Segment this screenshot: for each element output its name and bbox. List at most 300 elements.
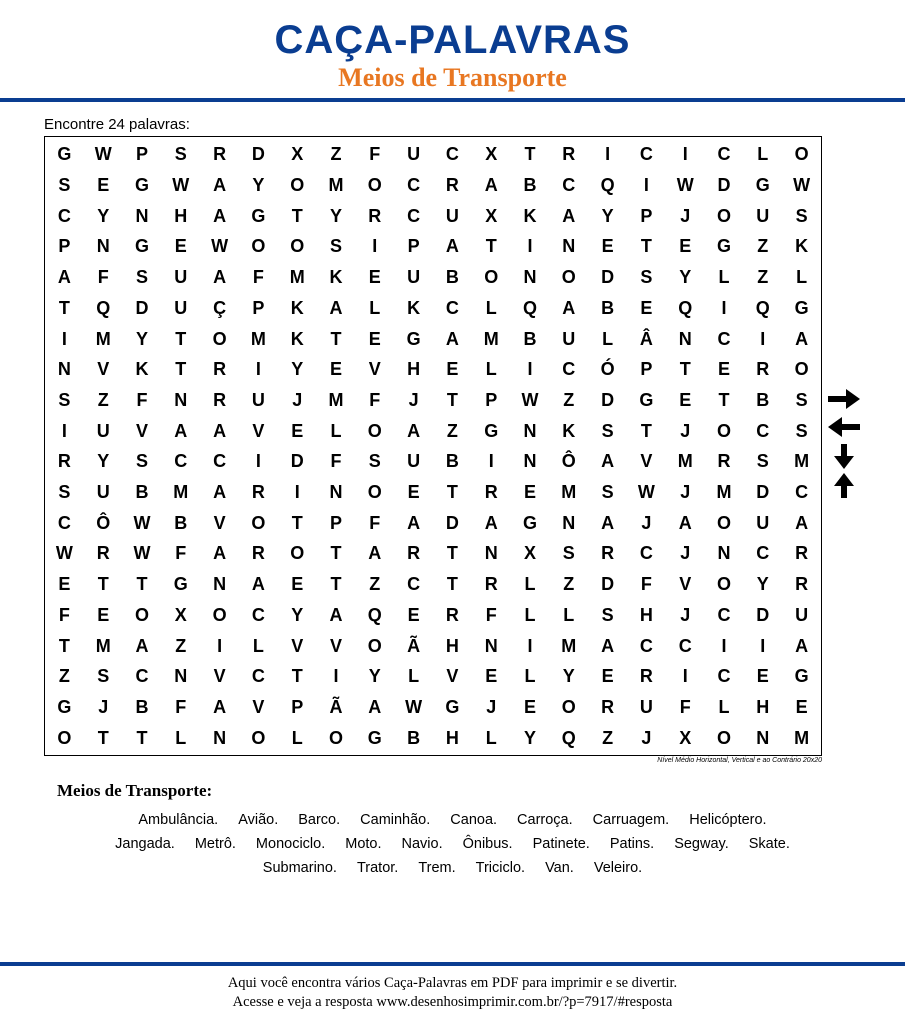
grid-letter: U (174, 267, 188, 288)
grid-letter: N (756, 727, 770, 748)
grid-letter: J (680, 420, 691, 441)
grid-letter: C (717, 328, 731, 349)
grid-letter: D (601, 389, 615, 410)
grid-letter: A (174, 420, 188, 441)
grid-letter: N (484, 635, 498, 656)
grid-letter: Z (563, 574, 575, 595)
grid-letter: F (485, 604, 497, 625)
grid-letter: R (601, 543, 615, 564)
grid-letter: E (368, 328, 381, 349)
grid-letter: G (484, 420, 499, 441)
grid-letter: R (368, 205, 382, 226)
grid-letter: E (97, 175, 110, 196)
word-list-item: Jangada. (115, 836, 175, 852)
grid-letter: T (485, 236, 497, 257)
grid-letter: F (175, 696, 187, 717)
grid-letter: J (680, 543, 691, 564)
grid-letter: Ã (329, 696, 343, 717)
grid-letter: H (445, 727, 459, 748)
grid-letter: A (213, 696, 227, 717)
grid-letter: I (488, 451, 494, 472)
grid-letter: C (795, 482, 809, 503)
grid-letter: A (562, 297, 576, 318)
grid-letter: V (446, 666, 459, 687)
grid-letter: H (639, 604, 653, 625)
grid-letter: C (251, 604, 265, 625)
grid-letter: O (290, 236, 305, 257)
grid-letter: B (135, 482, 149, 503)
grid-letter: J (98, 696, 109, 717)
grid-letter: M (250, 328, 266, 349)
grid-letter: O (290, 175, 305, 196)
grid-letter: C (639, 543, 653, 564)
grid-letter: R (213, 144, 227, 165)
grid-letter: T (524, 144, 536, 165)
word-list-item: Triciclo. (475, 860, 526, 876)
grid-letter: Y (756, 574, 769, 595)
grid-letter: O (794, 144, 809, 165)
grid-letter: G (406, 328, 421, 349)
grid-letter: L (796, 267, 808, 288)
grid-letter: W (676, 175, 694, 196)
grid-letter: L (252, 635, 264, 656)
grid-letter: F (252, 267, 264, 288)
grid-letter: C (57, 512, 71, 533)
grid-letter: E (679, 389, 692, 410)
arrow-up-icon (826, 472, 862, 498)
grid-letter: R (639, 666, 653, 687)
grid-letter: S (795, 205, 808, 226)
grid-letter: Z (602, 727, 614, 748)
grid-letter: A (213, 420, 227, 441)
grid-letter: E (329, 359, 342, 380)
grid-letter: M (95, 635, 111, 656)
grid-letter: V (368, 359, 381, 380)
grid-letter: O (367, 420, 382, 441)
grid-letter: S (97, 666, 110, 687)
grid-letter: M (95, 328, 111, 349)
grid-letter: M (677, 451, 693, 472)
word-list-item: Carroça. (517, 812, 573, 828)
grid-letter: I (643, 175, 649, 196)
header-divider (0, 98, 905, 102)
grid-letter: R (407, 543, 421, 564)
grid-letter: G (445, 696, 460, 717)
grid-letter: W (521, 389, 539, 410)
grid-letter: I (527, 236, 533, 257)
grid-letter: W (94, 144, 112, 165)
grid-letter: O (290, 543, 305, 564)
grid-letter: T (136, 727, 148, 748)
grid-letter: E (601, 666, 614, 687)
grid-letter: C (717, 666, 731, 687)
grid-letter: S (174, 144, 187, 165)
grid-letter: C (407, 175, 421, 196)
grid-letter: H (445, 635, 459, 656)
grid-letter: I (721, 635, 727, 656)
grid-letter: O (212, 604, 227, 625)
footer-line-1: Aqui você encontra vários Caça-Palavras em PDF para imprimir e se divertir. (227, 975, 678, 991)
grid-letter: C (678, 635, 692, 656)
grid-letter: R (251, 482, 265, 503)
grid-letter: R (445, 175, 459, 196)
grid-letter: S (58, 482, 71, 503)
grid-letter: Y (291, 604, 304, 625)
grid-letter: I (333, 666, 339, 687)
grid-letter: R (562, 144, 576, 165)
grid-letter: E (407, 604, 420, 625)
grid-letter: J (486, 696, 497, 717)
grid-letter: X (679, 727, 692, 748)
grid-letter: B (407, 727, 421, 748)
grid-letter: S (756, 451, 769, 472)
grid-letter: D (601, 267, 615, 288)
grid-letter: P (640, 205, 653, 226)
grid-letter: R (57, 451, 71, 472)
grid-letter: N (523, 451, 537, 472)
grid-letter: C (174, 451, 188, 472)
grid-letter: L (485, 727, 497, 748)
grid-letter: R (213, 359, 227, 380)
grid-letter: E (795, 696, 808, 717)
grid-letter: C (639, 635, 653, 656)
grid-letter: Â (639, 328, 653, 349)
grid-letter: E (601, 236, 614, 257)
grid-letter: S (368, 451, 381, 472)
grid-letter: O (794, 359, 809, 380)
grid-letter: Ã (407, 635, 421, 656)
grid-letter: C (756, 420, 770, 441)
grid-letter: Q (755, 297, 770, 318)
grid-letter: L (524, 604, 536, 625)
grid-letter: W (55, 543, 73, 564)
grid-letter: S (795, 420, 808, 441)
grid-letter: C (445, 144, 459, 165)
grid-letter: T (175, 328, 187, 349)
grid-letter: E (446, 359, 459, 380)
grid-letter: O (367, 482, 382, 503)
grid-letter: C (57, 205, 71, 226)
grid-letter: K (329, 267, 343, 288)
grid-letter: L (718, 267, 730, 288)
letter-grid (44, 136, 822, 756)
grid-letter: Q (522, 297, 537, 318)
grid-letter: E (756, 666, 769, 687)
grid-letter: Q (600, 175, 615, 196)
grid-letter: A (368, 696, 382, 717)
grid-letter: R (251, 543, 265, 564)
grid-letter: E (679, 236, 692, 257)
grid-letter: F (330, 451, 342, 472)
grid-letter: C (639, 144, 653, 165)
grid-letter: M (794, 727, 810, 748)
grid-letter: A (601, 451, 615, 472)
grid-letter: L (563, 604, 575, 625)
grid-letter: M (328, 389, 344, 410)
grid-letter: N (213, 574, 227, 595)
grid-letter: B (445, 451, 459, 472)
grid-letter: A (368, 543, 382, 564)
grid-letter: Y (291, 359, 304, 380)
grid-letter: R (96, 543, 110, 564)
word-list-item: Veleiro. (593, 860, 643, 876)
grid-letter: E (368, 267, 381, 288)
grid-letter: G (755, 175, 770, 196)
grid-letter: S (562, 543, 575, 564)
grid-letter: W (133, 512, 151, 533)
grid-letter: W (637, 482, 655, 503)
grid-letter: A (795, 512, 809, 533)
word-list-item: Monociclo. (255, 836, 326, 852)
grid-letter: A (407, 420, 421, 441)
grid-letter: C (407, 574, 421, 595)
grid-letter: E (523, 696, 536, 717)
grid-letter: P (485, 389, 498, 410)
grid-letter: V (252, 696, 265, 717)
grid-letter: M (716, 482, 732, 503)
word-list-item: Skate. (748, 836, 790, 852)
grid-letter: N (135, 205, 149, 226)
grid-letter: A (329, 604, 343, 625)
grid-letter: Y (368, 666, 381, 687)
grid-letter: A (57, 267, 71, 288)
grid-letter: N (174, 389, 188, 410)
grid-letter: T (291, 666, 303, 687)
grid-letter: V (640, 451, 653, 472)
grid-letter: B (135, 696, 149, 717)
grid-letter: F (679, 696, 691, 717)
grid-letter: L (330, 420, 342, 441)
grid-letter: R (445, 604, 459, 625)
grid-letter: B (756, 389, 770, 410)
grid-letter: Q (96, 297, 111, 318)
grid-letter: E (174, 236, 187, 257)
grid-letter: O (484, 267, 499, 288)
grid-letter: E (485, 666, 498, 687)
grid-letter: S (58, 389, 71, 410)
grid-letter: N (523, 420, 537, 441)
grid-letter: A (213, 205, 227, 226)
grid-letter: S (135, 451, 148, 472)
grid-letter: E (523, 482, 536, 503)
footer-line-2: Acesse e veja a resposta www.desenhosimprimir.com.br/?p=7917/#resposta (232, 994, 673, 1010)
grid-letter: A (795, 635, 809, 656)
grid-letter: V (291, 635, 304, 656)
grid-letter: U (639, 696, 653, 717)
grid-letter: W (133, 543, 151, 564)
grid-letter: D (290, 451, 304, 472)
grid-letter: Z (97, 389, 109, 410)
grid-letter: S (640, 267, 653, 288)
grid-letter: Y (679, 267, 692, 288)
grid-letter: A (562, 205, 576, 226)
grid-letter: N (329, 482, 343, 503)
word-list-item: Trem. (418, 860, 456, 876)
grid-letter: G (173, 574, 188, 595)
grid-letter: C (251, 666, 265, 687)
grid-letter: Z (175, 635, 187, 656)
grid-letter: I (255, 451, 261, 472)
word-list-item: Segway. (674, 836, 729, 852)
grid-letter: T (58, 297, 70, 318)
word-list-row (40, 808, 865, 832)
grid-letter: P (640, 359, 653, 380)
grid-letter: H (407, 359, 421, 380)
grid-letter: A (213, 482, 227, 503)
grid-letter: N (678, 328, 692, 349)
grid-letter: E (97, 604, 110, 625)
grid-letter: O (328, 727, 343, 748)
word-list-item: Ambulância. (138, 812, 219, 828)
grid-letter: U (96, 482, 110, 503)
grid-letter: U (251, 389, 265, 410)
word-list-item: Caminhão. (360, 812, 431, 828)
grid-letter: H (756, 696, 770, 717)
grid-letter: X (523, 543, 536, 564)
grid-letter: D (445, 512, 459, 533)
grid-letter: F (369, 389, 381, 410)
grid-letter: F (369, 512, 381, 533)
grid-letter: O (716, 205, 731, 226)
grid-letter: N (562, 236, 576, 257)
grid-letter: X (485, 144, 498, 165)
grid-letter: A (484, 512, 498, 533)
grid-letter: R (717, 451, 731, 472)
grid-letter: I (760, 328, 766, 349)
grid-letter: T (446, 574, 458, 595)
grid-letter: L (757, 144, 769, 165)
grid-letter: A (795, 328, 809, 349)
page-title: CAÇA-PALAVRAS (274, 18, 631, 62)
grid-letter: L (369, 297, 381, 318)
grid-letter: J (641, 727, 652, 748)
grid-letter: C (717, 144, 731, 165)
grid-letter: M (328, 175, 344, 196)
grid-letter: S (601, 604, 614, 625)
grid-letter: B (445, 267, 459, 288)
word-list-row (40, 856, 865, 880)
word-list-item: Metrô. (194, 836, 236, 852)
arrow-right-icon (826, 386, 862, 412)
grid-letter: Z (330, 144, 342, 165)
grid-letter: Q (561, 727, 576, 748)
grid-letter: Z (369, 574, 381, 595)
grid-letter: G (794, 297, 809, 318)
grid-letter: W (211, 236, 229, 257)
grid-letter: K (795, 236, 809, 257)
footer-divider (0, 962, 905, 966)
grid-letter: G (251, 205, 266, 226)
grid-letter: O (716, 512, 731, 533)
word-list-item: Helicóptero. (689, 812, 767, 828)
grid-letter: R (484, 482, 498, 503)
grid-letter: O (134, 604, 149, 625)
grid-letter: I (61, 328, 67, 349)
grid-letter: L (524, 666, 536, 687)
grid-letter: N (484, 543, 498, 564)
grid-letter: T (58, 635, 70, 656)
grid-letter: H (174, 205, 188, 226)
grid-letter: R (213, 389, 227, 410)
grid-letter: I (682, 144, 688, 165)
grid-letter: W (793, 175, 811, 196)
word-list (40, 808, 865, 880)
grid-letter: R (756, 359, 770, 380)
grid-letter: D (135, 297, 149, 318)
grid-letter: A (678, 512, 692, 533)
grid-letter: Z (757, 236, 769, 257)
grid-letter: A (601, 512, 615, 533)
grid-letter: R (601, 696, 615, 717)
grid-letter: E (291, 574, 304, 595)
grid-letter: V (97, 359, 110, 380)
grid-letter: O (251, 727, 266, 748)
word-list-item: Canoa. (450, 812, 498, 828)
grid-letter: O (251, 236, 266, 257)
grid-letter: T (446, 389, 458, 410)
grid-letter: A (601, 635, 615, 656)
grid-letter: R (484, 574, 498, 595)
grid-letter: G (794, 666, 809, 687)
grid-letter: Ô (96, 512, 111, 533)
grid-letter: A (445, 236, 459, 257)
grid-letter: O (716, 574, 731, 595)
grid-letter: A (213, 175, 227, 196)
word-list-item: Ônibus. (462, 836, 513, 852)
grid-letter: I (605, 144, 611, 165)
level-note: Nível Médio Horizontal, Vertical e ao Contrário 20x20 (657, 757, 822, 764)
grid-letter: E (291, 420, 304, 441)
grid-letter: C (756, 543, 770, 564)
grid-letter: F (136, 389, 148, 410)
grid-letter: A (135, 635, 149, 656)
grid-letter: K (290, 328, 304, 349)
grid-letter: I (61, 420, 67, 441)
grid-letter: X (174, 604, 187, 625)
grid-letter: R (795, 543, 809, 564)
grid-letter: N (57, 359, 71, 380)
grid-letter: Z (563, 389, 575, 410)
grid-letter: E (58, 574, 71, 595)
grid-letter: I (294, 482, 300, 503)
grid-letter: M (794, 451, 810, 472)
grid-letter: M (173, 482, 189, 503)
grid-letter: R (795, 574, 809, 595)
grid-letter: C (135, 666, 149, 687)
grid-letter: X (291, 144, 304, 165)
grid-letter: G (367, 727, 382, 748)
grid-letter: T (291, 512, 303, 533)
word-list-title: Meios de Transporte: (57, 781, 213, 800)
grid-letter: G (134, 175, 149, 196)
grid-letter: M (561, 635, 577, 656)
word-list-item: Van. (545, 860, 574, 876)
grid-letter: Y (329, 205, 342, 226)
grid-letter: Ó (600, 359, 615, 380)
grid-letter: V (252, 420, 265, 441)
grid-letter: O (251, 512, 266, 533)
grid-letter: Y (601, 205, 614, 226)
grid-letter: O (57, 727, 72, 748)
grid-letter: S (795, 389, 808, 410)
grid-letter: I (527, 359, 533, 380)
grid-letter: D (756, 482, 770, 503)
grid-letter: L (718, 696, 730, 717)
grid-letter: F (175, 543, 187, 564)
grid-letter: T (640, 420, 652, 441)
grid-letter: N (523, 267, 537, 288)
grid-letter: S (329, 236, 342, 257)
